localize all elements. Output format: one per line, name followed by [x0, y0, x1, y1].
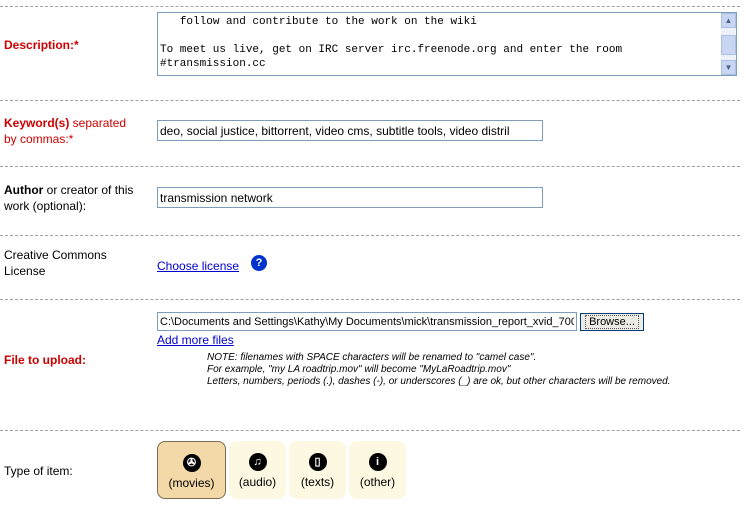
browse-button[interactable] [580, 313, 644, 331]
keywords-label-rest: separated [69, 116, 127, 130]
help-icon[interactable]: ? [251, 255, 267, 271]
note-line1: NOTE: filenames with SPACE characters will be renamed to "camel case". [207, 352, 537, 363]
author-label-line2: work (optional): [4, 199, 87, 213]
file-upload-label: File to upload: [4, 353, 86, 367]
separator [0, 430, 740, 431]
browse-button-label: Browse... [585, 315, 639, 329]
note-line2: For example, "my LA roadtrip.mov" will become "MyLaRoadtrip.mov" [207, 364, 511, 375]
item-type-label: Type of item: [4, 464, 73, 478]
author-label-rest: or creator of this [43, 183, 134, 197]
keywords-label-line2: by commas:* [4, 132, 74, 146]
type-audio-button[interactable] [229, 441, 286, 499]
note-line3: Letters, numbers, periods (.), dashes (-), or underscores (_) are ok, but other characters will be removed. [207, 376, 671, 387]
filename-note [207, 352, 697, 388]
license-label-line2: License [4, 264, 46, 278]
type-texts-button[interactable] [289, 441, 346, 499]
movie-icon: ✇ [183, 454, 201, 472]
license-label-line1: Creative Commons [4, 248, 107, 262]
description-label: Description:* [4, 38, 79, 52]
separator [0, 299, 740, 300]
scroll-up-icon[interactable]: ▲ [721, 13, 736, 28]
author-label [4, 182, 133, 214]
keywords-label-bold: Keyword(s) [4, 116, 70, 130]
add-more-files-link[interactable]: Add more files [157, 333, 234, 347]
author-label-bold: Author [4, 183, 44, 197]
description-textarea[interactable] [157, 12, 737, 76]
keywords-input[interactable] [157, 120, 543, 141]
choose-license-link[interactable]: Choose license [157, 259, 240, 273]
separator [0, 166, 740, 167]
info-icon: i [369, 453, 387, 471]
type-audio-label: (audio) [238, 475, 277, 489]
separator [0, 6, 740, 7]
license-label [4, 247, 107, 279]
separator [0, 100, 740, 101]
file-path-input[interactable] [157, 312, 577, 331]
type-movies-button[interactable] [157, 441, 226, 499]
author-input[interactable] [157, 187, 543, 208]
type-other-label: (other) [359, 475, 396, 489]
type-texts-label: (texts) [300, 475, 335, 489]
audio-icon: ♫ [249, 453, 267, 471]
type-other-button[interactable] [349, 441, 406, 499]
scroll-thumb[interactable] [721, 35, 736, 55]
scroll-down-icon[interactable]: ▼ [721, 60, 736, 75]
description-scrollbar[interactable] [721, 13, 736, 75]
separator [0, 235, 740, 236]
type-movies-label: (movies) [168, 476, 215, 490]
keywords-label [4, 115, 126, 147]
texts-icon: ▯ [309, 453, 327, 471]
